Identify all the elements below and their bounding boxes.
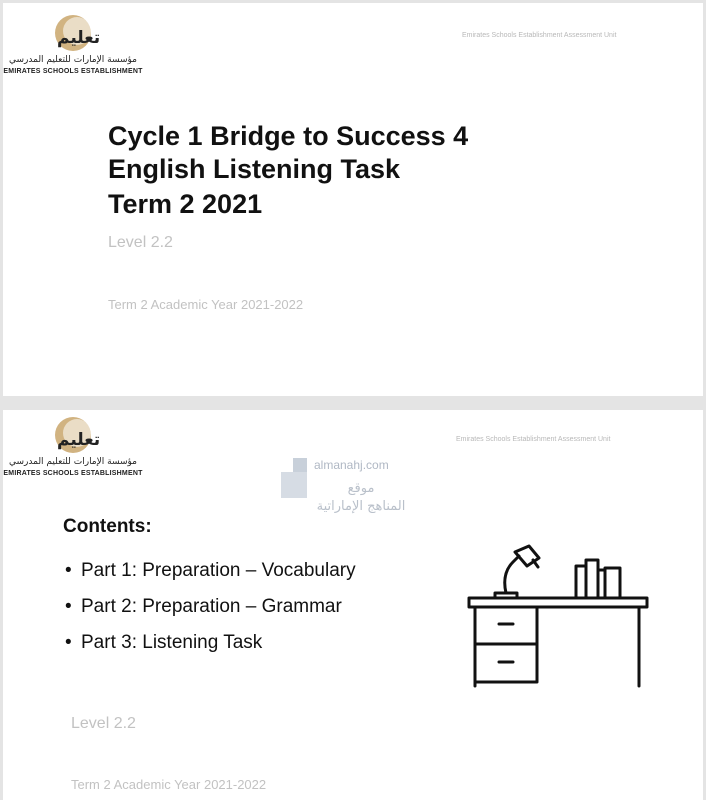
watermark-site: almanahj.com (314, 458, 389, 472)
title-line-1: Cycle 1 Bridge to Success 4 (108, 121, 469, 151)
watermark-arabic-line-2: المناهج الإماراتية (316, 499, 406, 514)
almanahj-watermark (271, 456, 421, 536)
svg-text:تعليم: تعليم (57, 28, 101, 48)
level-label: Level 2.2 (71, 715, 136, 732)
watermark-square-icon (293, 458, 307, 472)
assessment-unit-label: Emirates Schools Establishment Assessment Unit (456, 436, 611, 443)
logo-mark-icon (47, 13, 101, 59)
logo-arabic-name: مؤسسة الإمارات للتعليم المدرسي (9, 55, 137, 65)
title-slide (3, 3, 703, 396)
contents-list (63, 560, 356, 668)
logo-mark-icon (47, 415, 101, 461)
contents-heading: Contents: (63, 516, 152, 537)
academic-year-label: Term 2 Academic Year 2021-2022 (71, 777, 267, 792)
assessment-unit-label: Emirates Schools Establishment Assessment Unit (462, 32, 617, 39)
logo-arabic-name: مؤسسة الإمارات للتعليم المدرسي (9, 457, 137, 467)
list-item: • Part 1: Preparation – Vocabulary (63, 560, 356, 596)
level-label: Level 2.2 (108, 234, 173, 251)
list-item: • Part 3: Listening Task (63, 632, 356, 668)
contents-slide (3, 410, 703, 800)
ese-logo (3, 13, 143, 79)
logo-english-name: EMIRATES SCHOOLS ESTABLISHMENT (3, 470, 143, 477)
list-item: • Part 2: Preparation – Grammar (63, 596, 356, 632)
svg-text:تعليم: تعليم (57, 430, 101, 450)
title-line-3: Term 2 2021 (108, 189, 263, 219)
ese-logo (3, 415, 143, 481)
desk-illustration-icon (463, 540, 648, 690)
watermark-arabic-line-1: موقع (347, 481, 375, 496)
watermark-arabic (301, 480, 421, 516)
academic-year-label: Term 2 Academic Year 2021-2022 (108, 297, 304, 312)
logo-english-name: EMIRATES SCHOOLS ESTABLISHMENT (3, 68, 143, 75)
title-line-2: English Listening Task (108, 154, 401, 184)
